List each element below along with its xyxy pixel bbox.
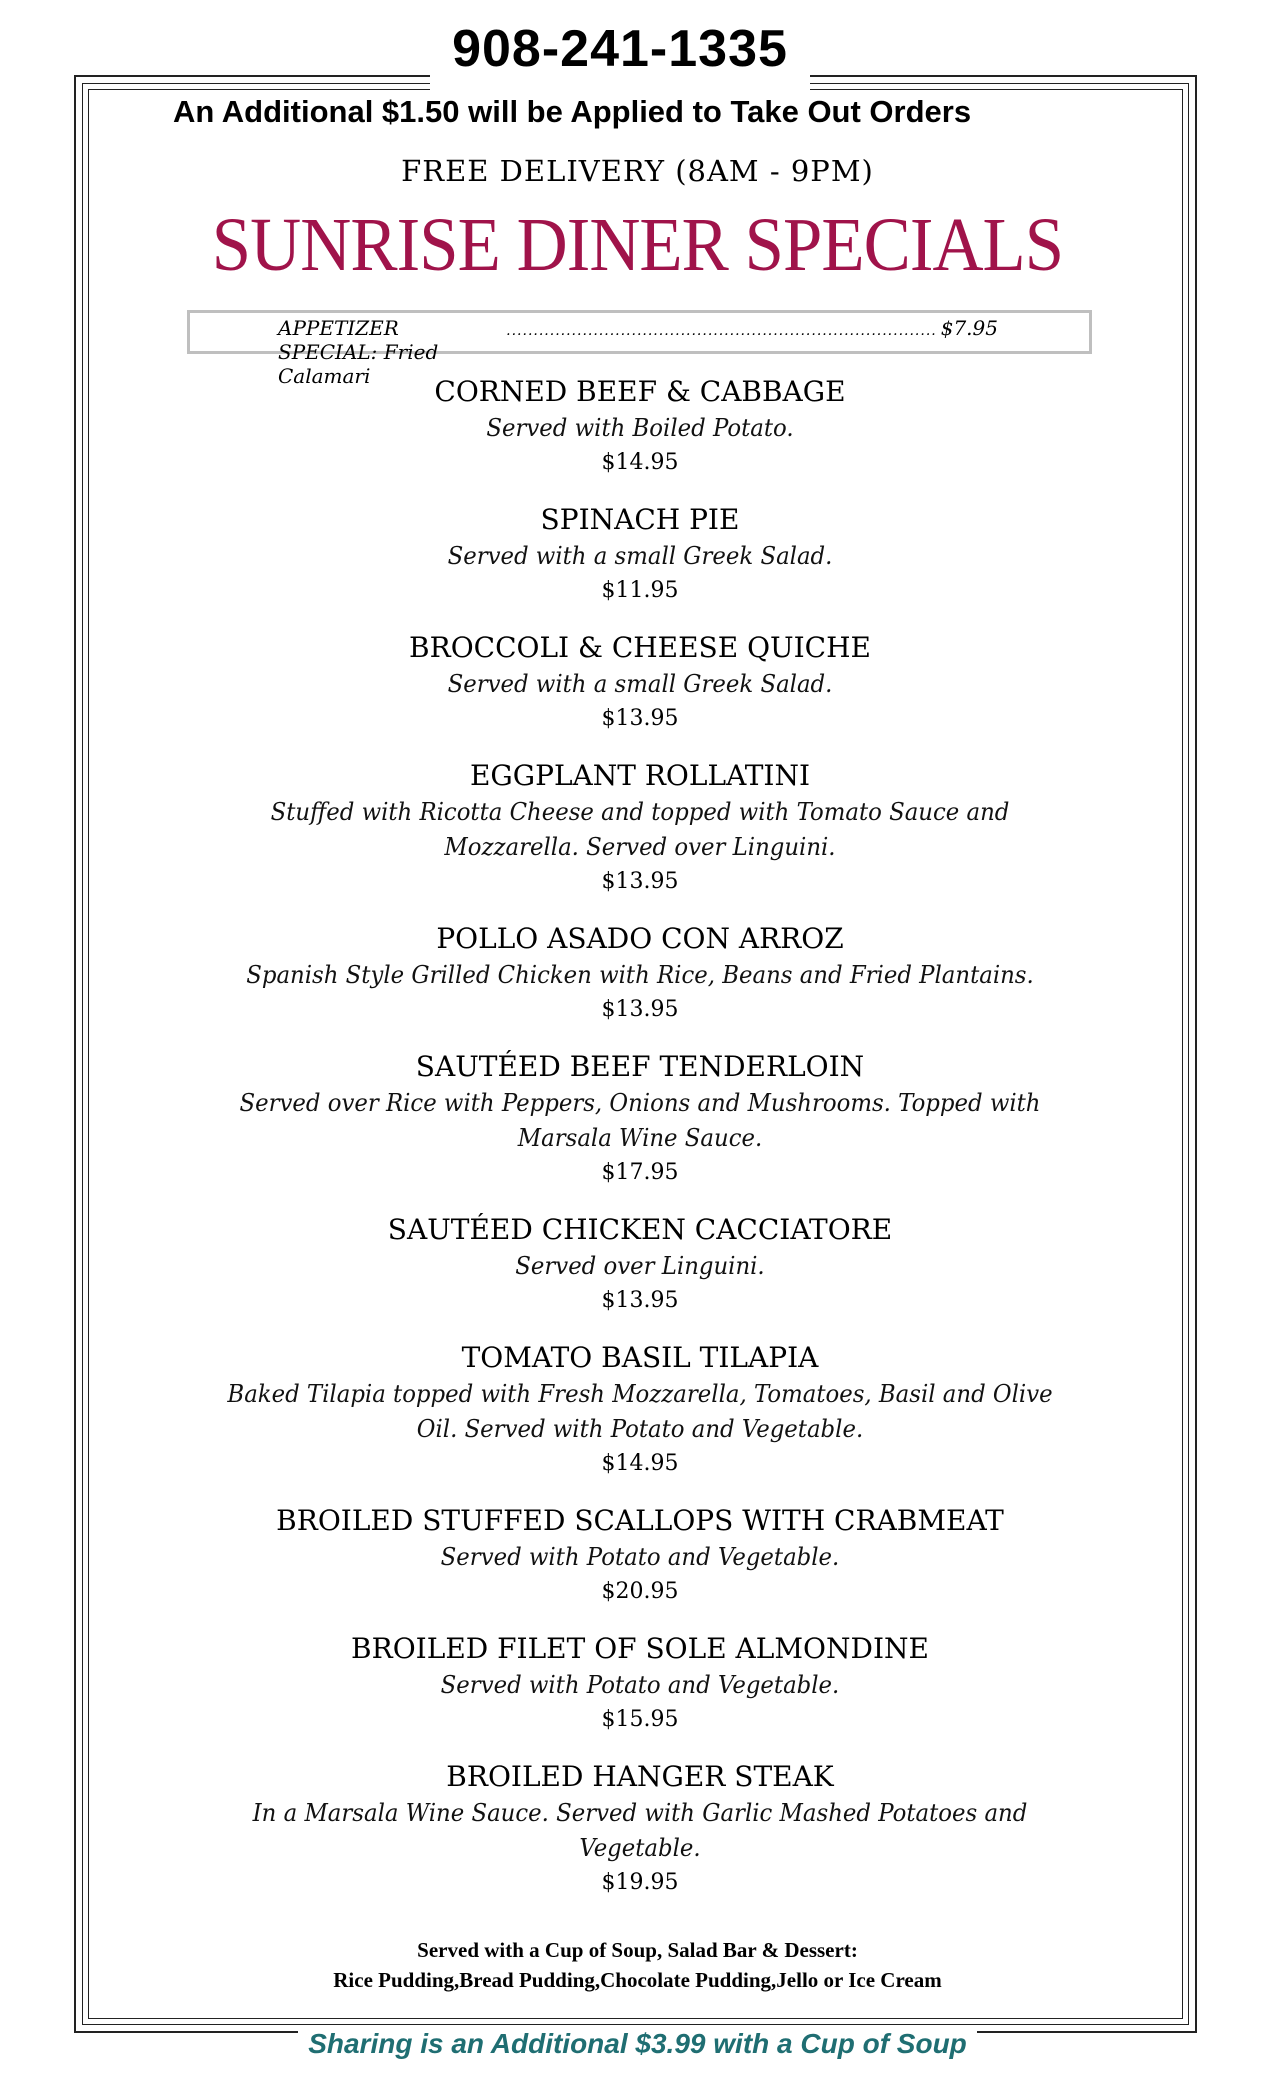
menu-item-description: Stuffed with Ricotta Cheese and topped with Tomato Sauce and [270, 798, 1010, 826]
page-title: SUNRISE DINER SPECIALS [211, 203, 1064, 287]
menu-item-name: TOMATO BASIL TILAPIA [461, 1341, 819, 1374]
menu-item-description: Served with Boiled Potato. [486, 414, 794, 442]
menu-item-description: In a Marsala Wine Sauce. Served with Garlic Mashed Potatoes and [252, 1799, 1028, 1827]
menu-item [200, 1211, 1080, 1317]
appetizer-label: APPETIZER SPECIAL: Fried Calamari [278, 316, 439, 388]
menu-item [200, 1502, 1080, 1608]
menu-item [200, 920, 1080, 1026]
menu-item-description: Vegetable. [579, 1834, 701, 1862]
sharing-note [0, 2028, 1275, 2060]
delivery-hours: FREE DELIVERY (8AM - 9PM) [401, 154, 874, 188]
menu-item-price: $13.95 [601, 869, 679, 894]
menu-item-description: Spanish Style Grilled Chicken with Rice, Beans and Fried Plantains. [246, 961, 1034, 989]
served-with-line-2: Rice Pudding,Bread Pudding,Chocolate Pudding,Jello or Ice Cream [333, 1968, 942, 1992]
menu-item [200, 757, 1080, 898]
menu-item-price: $14.95 [601, 450, 679, 475]
menu-item [200, 1758, 1080, 1899]
served-with-line-1: Served with a Cup of Soup, Salad Bar & Dessert: [417, 1938, 858, 1962]
menu-item-price: $13.95 [601, 997, 679, 1022]
menu-item-name: SAUTÉED BEEF TENDERLOIN [415, 1050, 865, 1083]
menu-item [200, 629, 1080, 735]
menu-item-name: POLLO ASADO CON ARROZ [436, 922, 844, 955]
menu-item-name: SAUTÉED CHICKEN CACCIATORE [387, 1213, 893, 1246]
menu-item-name: BROILED FILET OF SOLE ALMONDINE [351, 1632, 929, 1665]
appetizer-price: $7.95 [940, 316, 998, 340]
appetizer-leader-dots: ............................................................................... [506, 323, 937, 339]
menu-item [200, 1630, 1080, 1736]
menu-item-description: Served with Potato and Vegetable. [440, 1543, 840, 1571]
menu-item-description: Served with a small Greek Salad. [447, 670, 833, 698]
menu-item-price: $13.95 [601, 1288, 679, 1313]
menu-item-description: Baked Tilapia topped with Fresh Mozzarella, Tomatoes, Basil and Olive [227, 1380, 1053, 1408]
menu-item-price: $15.95 [601, 1707, 679, 1732]
menu-item [200, 373, 1080, 479]
menu-item-description: Marsala Wine Sauce. [517, 1124, 763, 1152]
menu-item-price: $13.95 [601, 706, 679, 731]
menu-item-price: $19.95 [601, 1870, 679, 1895]
menu-item-description: Served with a small Greek Salad. [447, 542, 833, 570]
phone-number: 908-241-1335 [452, 20, 788, 78]
menu-item-price: $20.95 [601, 1579, 679, 1604]
menu-item-price: $11.95 [601, 578, 679, 603]
menu-item-description: Served with Potato and Vegetable. [440, 1671, 840, 1699]
menu-item-description: Served over Rice with Peppers, Onions and Mushrooms. Topped with [239, 1089, 1041, 1117]
menu-item-name: CORNED BEEF & CABBAGE [434, 375, 846, 408]
menu-item [200, 1048, 1080, 1189]
menu-item-description: Oil. Served with Potato and Vegetable. [416, 1415, 864, 1443]
menu-item-name: EGGPLANT ROLLATINI [469, 759, 811, 792]
menu-item-price: $17.95 [601, 1160, 679, 1185]
menu-item [200, 1339, 1080, 1480]
menu-item-name: BROCCOLI & CHEESE QUICHE [409, 631, 871, 664]
menu-item-description: Served over Linguini. [515, 1252, 765, 1280]
menu-item-price: $14.95 [601, 1451, 679, 1476]
sharing-text: Sharing is an Additional $3.99 with a Cup of Soup [298, 2028, 977, 2059]
takeout-notice: An Additional $1.50 will be Applied to Take Out Orders [167, 92, 977, 132]
menu-item-name: SPINACH PIE [540, 503, 740, 536]
served-with-note [0, 1935, 1275, 1995]
menu-item-name: BROILED STUFFED SCALLOPS WITH CRABMEAT [276, 1504, 1004, 1537]
specials-list [200, 373, 1080, 1921]
menu-item-description: Mozzarella. Served over Linguini. [444, 833, 836, 861]
menu-item [200, 501, 1080, 607]
menu-item-name: BROILED HANGER STEAK [446, 1760, 834, 1793]
